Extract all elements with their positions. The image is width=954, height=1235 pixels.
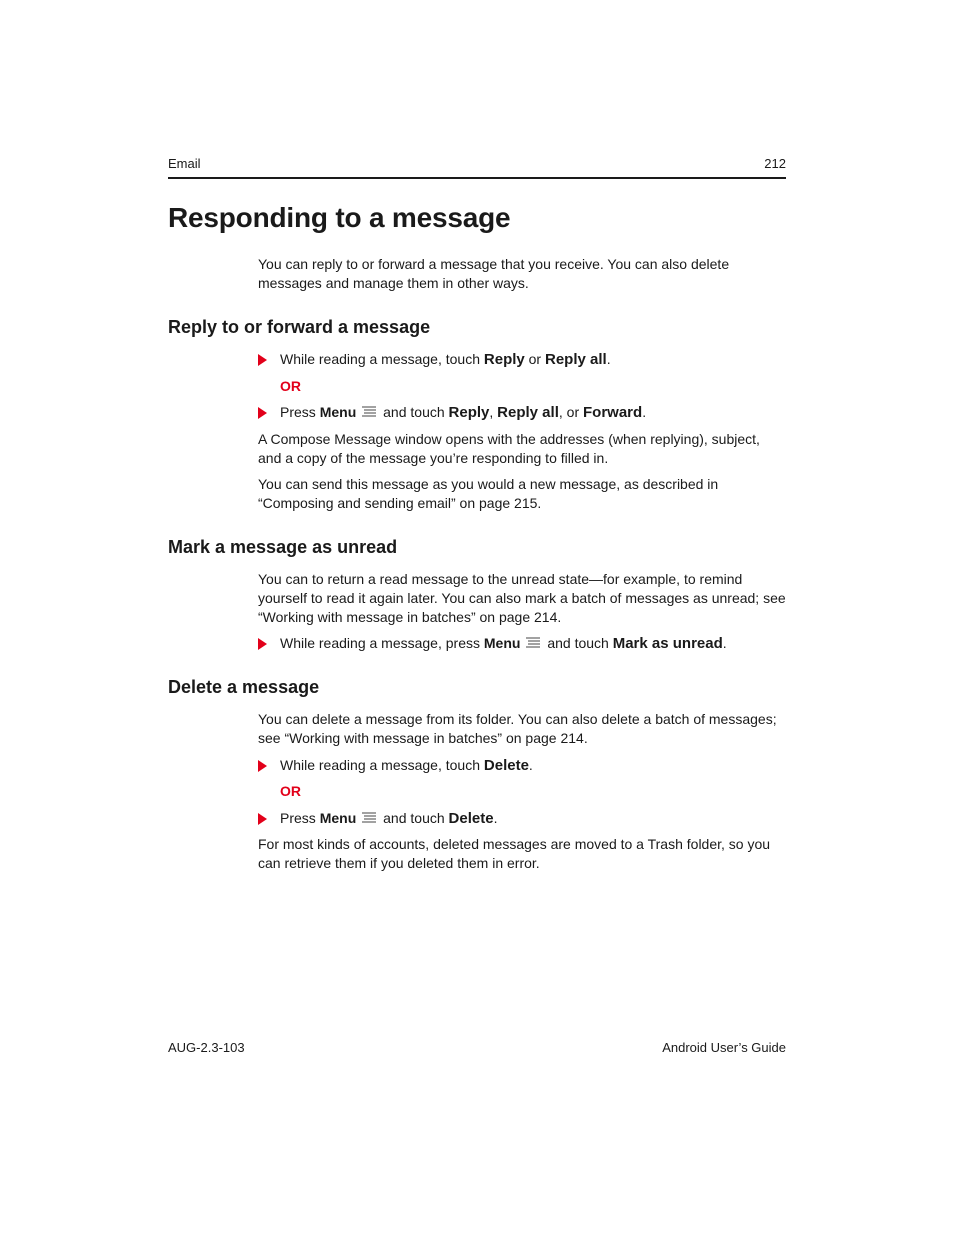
bullet-arrow-icon <box>258 813 267 825</box>
section-heading-reply: Reply to or forward a message <box>168 317 431 337</box>
step-text: Press Menu and touch Delete. <box>280 810 498 827</box>
ui-term-reply: Reply <box>448 404 490 421</box>
ui-term-menu: Menu <box>319 810 357 826</box>
ui-term-reply: Reply <box>483 351 525 368</box>
unread-paragraph: You can to return a read message to the unread state—for example, to remind yourself to read it again later. You can also mark a batch of messages as unread; see “Working with message in batches” on page 214. <box>258 571 786 625</box>
ui-term-delete: Delete <box>448 810 494 827</box>
ui-term-mark-as-unread: Mark as unread <box>612 635 723 652</box>
ui-term-delete: Delete <box>483 757 529 774</box>
trash-paragraph: For most kinds of accounts, deleted messages are moved to a Trash folder, so you can retrieve them if you deleted them in error. <box>258 836 771 871</box>
ui-term-reply-all: Reply all <box>497 404 559 421</box>
step-text: While reading a message, touch Reply or Reply all. <box>280 351 611 368</box>
running-header <box>168 155 786 179</box>
step-text: Press Menu and touch Reply, Reply all, or Forward. <box>280 404 647 421</box>
or-label: OR <box>280 783 301 799</box>
section-heading-delete: Delete a message <box>168 677 320 697</box>
header-section: Email <box>168 156 201 171</box>
intro-paragraph: You can reply to or forward a message that you receive. You can also delete messages and manage them in other ways. <box>258 256 730 291</box>
page-title: Responding to a message <box>168 202 511 233</box>
or-label: OR <box>280 378 301 394</box>
section-heading-unread: Mark a message as unread <box>168 537 398 557</box>
footer-doc-title: Android User’s Guide <box>662 1040 786 1055</box>
compose-window-paragraph: A Compose Message window opens with the addresses (when replying), subject, and a copy of the message you’re responding to filled in. <box>258 431 760 466</box>
menu-icon <box>362 812 376 824</box>
footer-doc-id: AUG-2.3-103 <box>168 1040 245 1055</box>
header-page-number: 212 <box>764 156 786 171</box>
menu-icon <box>526 637 540 649</box>
bullet-arrow-icon <box>258 638 267 650</box>
document-page <box>168 0 786 1235</box>
step-text: While reading a message, press Menu and touch Mark as unread. <box>280 635 727 652</box>
menu-icon <box>362 406 376 418</box>
bullet-arrow-icon <box>258 407 267 419</box>
ui-term-menu: Menu <box>319 404 357 420</box>
step-text: While reading a message, touch Delete. <box>280 757 533 774</box>
ui-term-reply-all: Reply all <box>544 351 607 368</box>
delete-paragraph: You can delete a message from its folder. You can also delete a batch of messages; see “Working with message in batches” on page 214. <box>258 711 777 746</box>
send-message-paragraph: You can send this message as you would a new message, as described in “Composing and sending email” on page 215. <box>258 476 719 511</box>
bullet-arrow-icon <box>258 760 267 772</box>
ui-term-menu: Menu <box>483 635 521 651</box>
ui-term-forward: Forward <box>583 404 643 421</box>
bullet-arrow-icon <box>258 354 267 366</box>
